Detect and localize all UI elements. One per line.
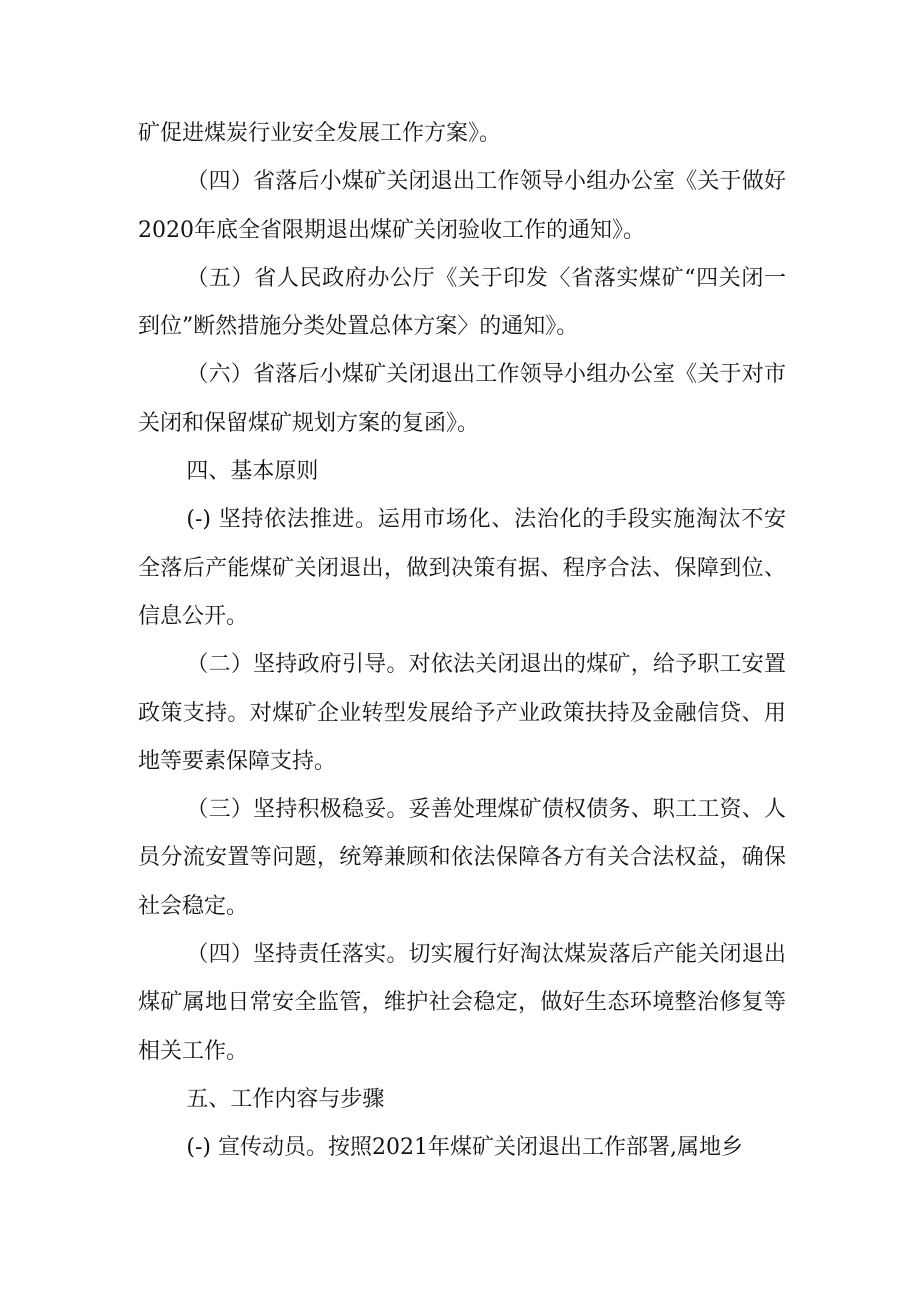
paragraph-reference-6: （六）省落后小煤矿关闭退出工作领导小组办公室《关于对市关闭和保留煤矿规划方案的复函》。 (138, 362, 786, 436)
paragraph-principle-2: （二）坚持政府引导。对依法关闭退出的煤矿，给予职工安置政策支持。对煤矿企业转型发展给予产业政策扶持及金融信贷、用地等要素保障支持。 (138, 652, 786, 774)
paragraph-reference-4: （四）省落后小煤矿关闭退出工作领导小组办公室《关于做好2020年底全省限期退出煤矿关闭验收工作的通知》。 (138, 169, 786, 243)
paragraph-principle-1: (-) 坚持依法推进。运用市场化、法治化的手段实施淘汰不安全落后产能煤矿关闭退出，做到决策有据、程序合法、保障到位、信息公开。 (138, 507, 786, 629)
paragraph-reference-5: （五）省人民政府办公厅《关于印发〈省落实煤矿“四关闭一到位”断然措施分类处置总体方案〉的通知》。 (138, 265, 786, 340)
paragraph-principle-4: （四）坚持责任落实。切实履行好淘汰煤炭落后产能关闭退出煤矿属地日常安全监管，维护社会稳定，做好生态环境整治修复等相关工作。 (138, 942, 786, 1064)
section-heading-work-content: 五、工作内容与步骤 (186, 1086, 385, 1112)
paragraph-continuation: 矿促进煤炭行业安全发展工作方案》。 (138, 121, 502, 146)
document-body (138, 110, 786, 1173)
section-heading-basic-principles: 四、基本原则 (186, 459, 319, 485)
paragraph-step-1: (-) 宣传动员。按照2021年煤矿关闭退出工作部署,属地乡 (186, 1135, 743, 1161)
paragraph-principle-3: （三）坚持积极稳妥。妥善处理煤矿债权债务、职工工资、人员分流安置等问题，统筹兼顾和依法保障各方有关合法权益，确保社会稳定。 (138, 797, 786, 919)
